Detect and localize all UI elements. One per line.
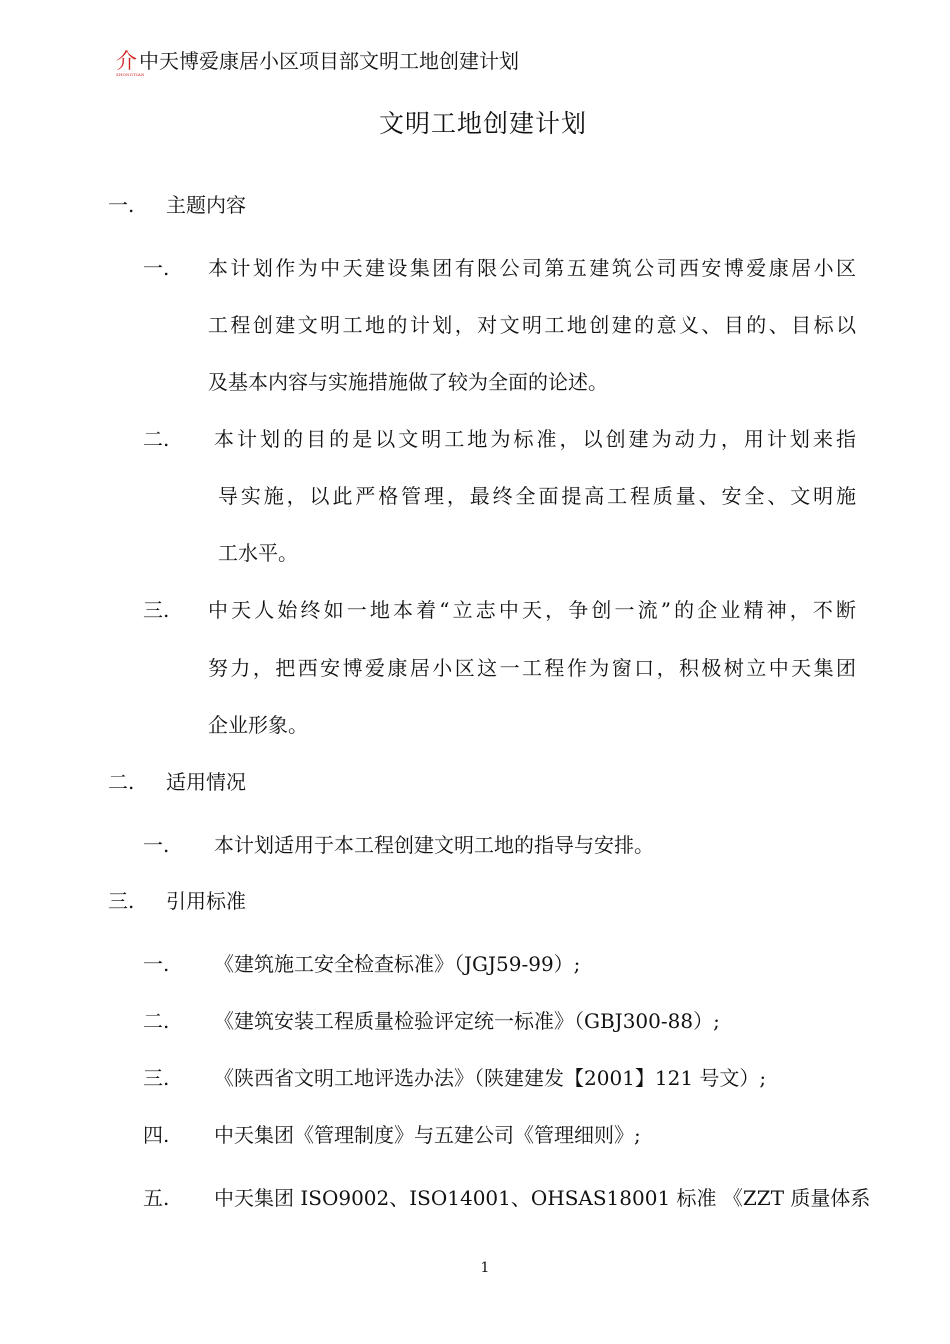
item-number: 二. [143,427,170,451]
reference-standard: 《建筑安装工程质量检验评定统一标准》（GBJ300-88）; [214,1009,720,1033]
logo-subtext: ZHONGTIAN [116,72,145,77]
logo-glyph: 介 [116,49,137,73]
page-number: 1 [480,1260,490,1276]
item-number: 三. [143,598,170,622]
paragraph-line: 本计划作为中天建设集团有限公司第五建筑公司西安博爱康居小区 [208,256,856,280]
section-heading: 主题内容 [166,193,246,217]
item-number: 四. [143,1123,170,1147]
item-number: 三. [143,1066,170,1090]
section-heading: 适用情况 [166,770,246,794]
paragraph-line: 企业形象。 [208,713,308,737]
paragraph-line: 努力，把西安博爱康居小区这一工程作为窗口，积极树立中天集团 [208,656,856,680]
reference-standard: 中天集团《管理制度》与五建公司《管理细则》; [214,1123,641,1147]
item-number: 一. [143,952,170,976]
section-number: 二. [108,770,135,794]
section-heading: 引用标准 [166,889,246,913]
reference-standard: 《建筑施工安全检查标准》（JGJ59-99）; [214,952,581,976]
section-number: 三. [108,889,135,913]
paragraph-line: 中天人始终如一地本着“立志中天，争创一流”的企业精神，不断 [208,598,856,622]
paragraph-line: 工水平。 [218,541,298,565]
document-title: 文明工地创建计划 [378,109,587,138]
header-title: 中天博爱康居小区项目部文明工地创建计划 [139,49,519,73]
paragraph-line: 本计划的目的是以文明工地为标准，以创建为动力，用计划来指 [214,427,856,451]
paragraph-line: 工程创建文明工地的计划，对文明工地创建的意义、目的、目标以 [208,313,856,337]
paragraph-line: 及基本内容与实施措施做了较为全面的论述。 [208,370,608,394]
company-logo [116,48,145,82]
reference-standard: 《陕西省文明工地评选办法》（陕建建发【2001】121 号文）; [214,1066,767,1090]
reference-standard: 中天集团 ISO9002、ISO14001、OHSAS18001 标准 《ZZT 质量体系 [214,1186,871,1210]
paragraph-line: 导实施，以此严格管理，最终全面提高工程质量、安全、文明施 [218,484,856,508]
item-number: 一. [143,833,170,857]
section-number: 一. [108,193,135,217]
item-number: 一. [143,256,170,280]
item-number: 五. [143,1186,170,1210]
paragraph-line: 本计划适用于本工程创建文明工地的指导与安排。 [214,833,654,857]
item-number: 二. [143,1009,170,1033]
